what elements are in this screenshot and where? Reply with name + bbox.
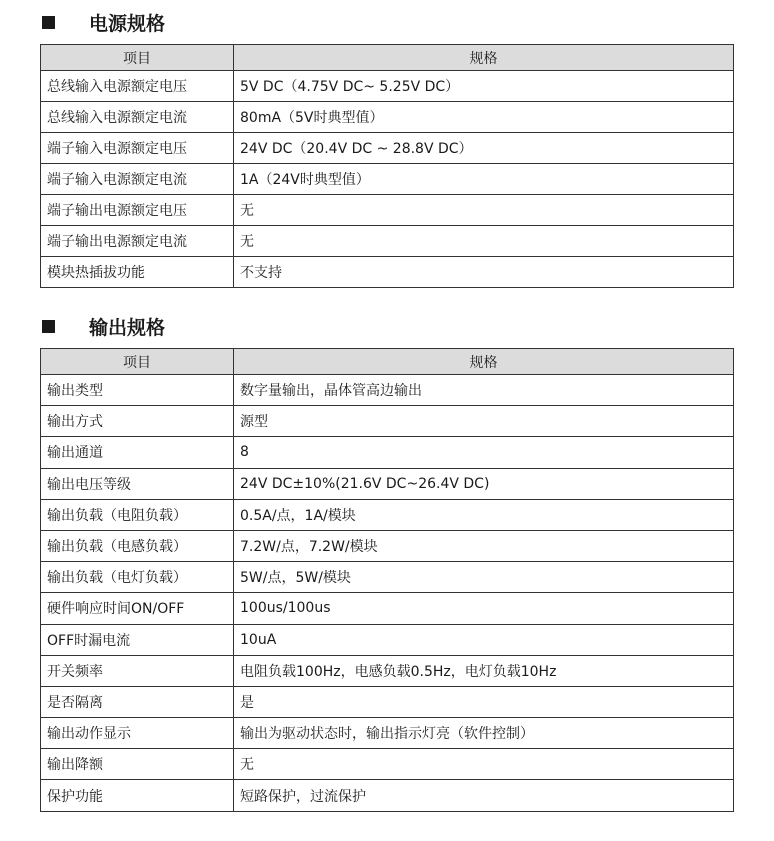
item-cell: 端子输出电源额定电压 <box>41 195 234 226</box>
spec-cell: 1A（24V时典型值） <box>234 164 734 195</box>
spec-cell: 源型 <box>234 406 734 437</box>
item-cell: 输出通道 <box>41 437 234 468</box>
item-cell: 模块热插拔功能 <box>41 257 234 288</box>
spec-cell: 输出为驱动状态时，输出指示灯亮（软件控制） <box>234 718 734 749</box>
table-row <box>41 749 734 780</box>
spec-cell: 无 <box>234 749 734 780</box>
table-row <box>41 195 734 226</box>
item-cell: 端子输入电源额定电流 <box>41 164 234 195</box>
table-row <box>41 226 734 257</box>
spec-cell: 电阻负载100Hz，电感负载0.5Hz，电灯负载10Hz <box>234 655 734 686</box>
table-row <box>41 71 734 102</box>
table-row <box>41 780 734 811</box>
table-row <box>41 718 734 749</box>
spec-cell: 10uA <box>234 624 734 655</box>
spec-cell: 80mA（5V时典型值） <box>234 102 734 133</box>
square-bullet-icon <box>42 320 55 333</box>
table-row <box>41 375 734 406</box>
item-cell: OFF时漏电流 <box>41 624 234 655</box>
spec-cell: 24V DC（20.4V DC ~ 28.8V DC） <box>234 133 734 164</box>
spec-cell: 是 <box>234 686 734 717</box>
item-cell: 输出电压等级 <box>41 468 234 499</box>
table-row <box>41 624 734 655</box>
table-row <box>41 562 734 593</box>
item-cell: 输出动作显示 <box>41 718 234 749</box>
table-header-row <box>41 349 734 375</box>
power-table-body <box>41 71 734 288</box>
item-cell: 输出方式 <box>41 406 234 437</box>
item-cell: 总线输入电源额定电压 <box>41 71 234 102</box>
output-section-title <box>42 313 165 340</box>
spec-cell: 数字量输出，晶体管高边输出 <box>234 375 734 406</box>
spec-cell: 8 <box>234 437 734 468</box>
table-row <box>41 437 734 468</box>
table-row <box>41 257 734 288</box>
table-row <box>41 164 734 195</box>
item-cell: 端子输入电源额定电压 <box>41 133 234 164</box>
item-cell: 输出类型 <box>41 375 234 406</box>
item-cell: 端子输出电源额定电流 <box>41 226 234 257</box>
item-cell: 总线输入电源额定电流 <box>41 102 234 133</box>
spec-cell: 短路保护，过流保护 <box>234 780 734 811</box>
spec-cell: 100us/100us <box>234 593 734 624</box>
output-table-body <box>41 375 734 812</box>
power-spec-table <box>40 44 734 288</box>
spec-cell: 无 <box>234 226 734 257</box>
table-row <box>41 530 734 561</box>
power-title-text: 电源规格 <box>89 13 166 35</box>
power-section-title <box>42 9 165 36</box>
header-spec: 规格 <box>234 349 734 375</box>
item-cell: 输出降额 <box>41 749 234 780</box>
item-cell: 输出负载（电阻负载） <box>41 499 234 530</box>
table-row <box>41 593 734 624</box>
table-row <box>41 102 734 133</box>
header-item: 项目 <box>41 349 234 375</box>
table-row <box>41 406 734 437</box>
spec-cell: 无 <box>234 195 734 226</box>
spec-cell: 0.5A/点，1A/模块 <box>234 499 734 530</box>
spec-cell: 24V DC±10%(21.6V DC~26.4V DC) <box>234 468 734 499</box>
header-item: 项目 <box>41 45 234 71</box>
output-title-text: 输出规格 <box>89 317 166 339</box>
table-row <box>41 468 734 499</box>
item-cell: 是否隔离 <box>41 686 234 717</box>
output-spec-table <box>40 348 734 812</box>
table-row <box>41 686 734 717</box>
table-row <box>41 133 734 164</box>
item-cell: 输出负载（电感负载） <box>41 530 234 561</box>
header-spec: 规格 <box>234 45 734 71</box>
spec-cell: 不支持 <box>234 257 734 288</box>
spec-cell: 5V DC（4.75V DC~ 5.25V DC） <box>234 71 734 102</box>
table-row <box>41 655 734 686</box>
item-cell: 保护功能 <box>41 780 234 811</box>
item-cell: 开关频率 <box>41 655 234 686</box>
table-row <box>41 499 734 530</box>
square-bullet-icon <box>42 16 55 29</box>
spec-cell: 7.2W/点，7.2W/模块 <box>234 530 734 561</box>
table-header-row <box>41 45 734 71</box>
item-cell: 输出负载（电灯负载） <box>41 562 234 593</box>
item-cell: 硬件响应时间ON/OFF <box>41 593 234 624</box>
spec-cell: 5W/点，5W/模块 <box>234 562 734 593</box>
